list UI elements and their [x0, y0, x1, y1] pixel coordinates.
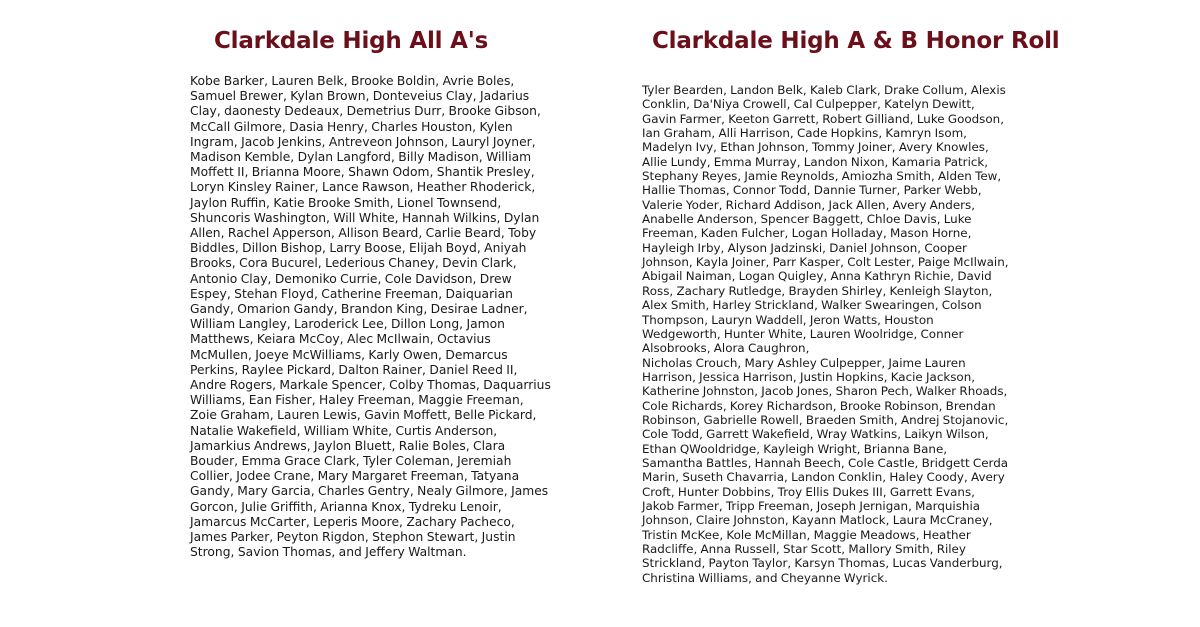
all-as-names: Kobe Barker, Lauren Belk, Brooke Boldin, Avrie Boles, Samuel Brewer, Kylan Brown, Donteveius Clay, Jadarius Clay, daonesty Dedeaux, Demetrius Durr, Brooke Gibson, McCall Gilmore, Dasia Henry, Charles Houston, Kylen Ingram, Jacob Jenkins, Antreveon Johnson, Lauryl Joyner, Madison Kemble, Dylan Langford, Billy Madison, William Moffett II, Brianna Moore, Shawn Odom, Shantik Presley, Loryn Kinsley Rainer, Lance Rawson, Heather Rhoderick, Jaylon Ruffin, Katie Brooke Smith, Lionel Townsend, Shuncoris Washington, Will White, Hannah Wilkins, Dylan Allen, Rachel Apperson, Allison Beard, Carlie Beard, Toby Biddles, Dillon Bishop, Larry Boose, Elijah Boyd, Aniyah Brooks, Cora Bucurel, Lederious Chaney, Devin Clark, Antonio Clay, Demoniko Currie, Cole Davidson, Drew Espey, Stehan Floyd, Catherine Freeman, Daiquarian Gandy, Omarion Gandy, Brandon King, Desirae Ladner, William Langley, Laroderick Lee, Dillon Long, Jamon Matthews, Keiara McCoy, Alec McIlwain, Octavius McMullen, Joeye McWilliams, Karly Owen, Demarcus Perkins, Raylee Pickard, Dalton Rainer, Daniel Reed II, Andre Rogers, Markale Spencer, Colby Thomas, Daquarrius Williams, Ean Fisher, Haley Freeman, Maggie Freeman, Zoie Graham, Lauren Lewis, Gavin Moffett, Belle Pickard, Natalie Wakefield, William White, Curtis Anderson, Jamarkius Andrews, Jaylon Bluett, Ralie Boles, Clara Bouder, Emma Grace Clark, Tyler Coleman, Jeremiah Collier, Jodee Crane, Mary Margaret Freeman, Tatyana Gandy, Mary Garcia, Charles Gentry, Nealy Gilmore, James Gorcon, Julie Griffith, Arianna Knox, Tydreku Lenoir, Jamarcus McCarter, Leperis Moore, Zachary Pacheco, James Parker, Peyton Rigdon, Stephon Stewart, Justin Strong, Savion Thomas, and Jeffery Waltman.: [190, 74, 551, 560]
all-as-title: Clarkdale High All A's: [214, 28, 489, 54]
honor-roll-paragraph: Tyler Bearden, Landon Belk, Kaleb Clark, Drake Collum, Alexis Conklin, Da'Niya Crowell, Cal Culpepper, Katelyn Dewitt, Gavin Farmer, Keeton Garrett, Robert Gilliand, Luke Goodson, Ian Graham, Alli Harrison, Cade Hopkins, Kamryn Isom, Madelyn Ivy, Ethan Johnson, Tommy Joiner, Avery Knowles, Allie Lundy, Emma Murray, Landon Nixon, Kamaria Patrick, Stephany Reyes, Jamie Reynolds, Amiozha Smith, Alden Tew,: [642, 83, 1006, 184]
honor-roll-title: Clarkdale High A & B Honor Roll: [652, 28, 1060, 54]
honor-roll-names: [642, 83, 1010, 585]
honor-roll-paragraph: Nicholas Crouch, Mary Ashley Culpepper, Jaime Lauren Harrison, Jessica Harrison, Justin Hopkins, Kacie Jackson, Katherine Johnston, Jacob Jones, Sharon Pech, Walker Rhoads, Cole Richards, Korey Richardson, Brooke Robinson, Brendan Robinson, Gabrielle Rowell, Braeden Smith, Andrej Stojanovic, Cole Todd, Garrett Wakefield, Wray Watkins, Laikyn Wilson, Ethan QWooldridge, Kayleigh Wright, Brianna Bane, Samantha Battles, Hannah Beech, Cole Castle, Bridgett Cerda Marin, Suseth Chavarria, Landon Conklin, Haley Coody, Avery Croft, Hunter Dobbins, Troy Ellis Dukes III, Garrett Evans, Jakob Farmer, Tripp Freeman, Joseph Jernigan, Marquishia Johnson, Claire Johnston, Kayann Matlock, Laura McCraney, Tristin McKee, Kole McMillan, Maggie Meadows, Heather Radcliffe, Anna Russell, Star Scott, Mallory Smith, Riley Strickland, Payton Taylor, Karsyn Thomas, Lucas Vanderburg, Christina Williams, and Cheyanne Wyrick.: [642, 355, 1009, 585]
all-as-section: [190, 28, 552, 561]
honor-roll-paragraph: Hallie Thomas, Connor Todd, Dannie Turner, Parker Webb, Valerie Yoder, Richard Addison, Jack Allen, Avery Anders, Anabelle Anderson, Spencer Baggett, Chloe Davis, Luke Freeman, Kaden Fulcher, Logan Holladay, Mason Horne, Hayleigh Irby, Alyson Jadzinski, Daniel Johnson, Cooper Johnson, Kayla Joiner, Parr Kasper, Colt Lester, Paige McIlwain, Abigail Naiman, Logan Quigley, Anna Kathryn Richie, David Ross, Zachary Rutledge, Brayden Shirley, Kenleigh Slayton, Alex Smith, Harley Strickland, Walker Swearingen, Colson Thompson, Lauryn Waddell, Jeron Watts, Houston Wedgeworth, Hunter White, Lauren Woolridge, Conner Alsobrooks, Alora Caughron,: [642, 183, 1009, 356]
honor-roll-section: [642, 28, 1060, 585]
